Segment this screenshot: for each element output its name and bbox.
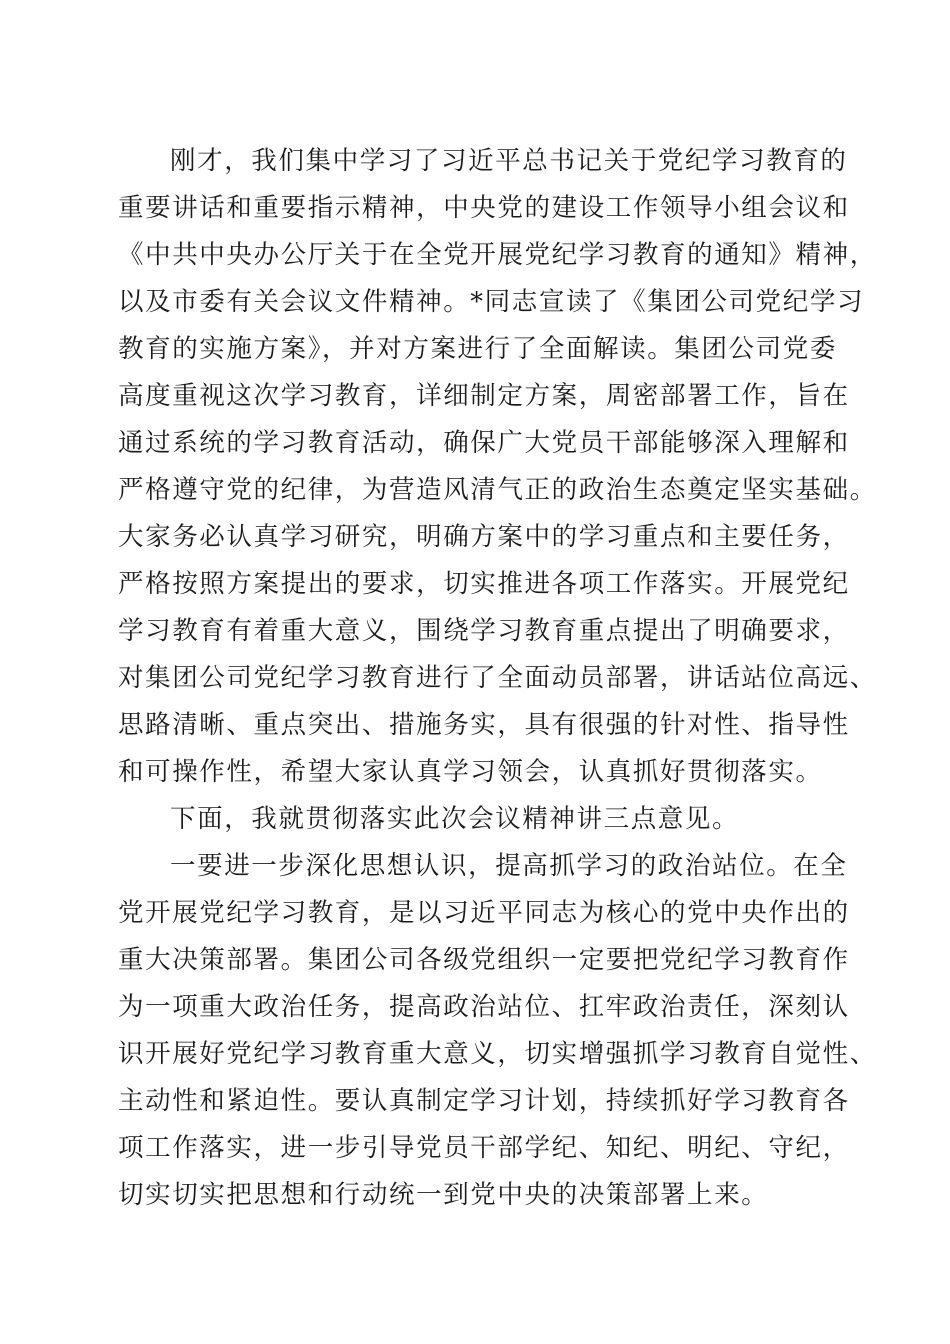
text-line: 识开展好党纪学习教育重大意义，切实增强抓学习教育自觉性、 — [118, 1039, 877, 1069]
text-line: 一要进一步深化思想认识，提高抓学习的政治站位。在全 — [170, 851, 848, 881]
text-line: 党开展党纪学习教育，是以习近平同志为核心的党中央作出的 — [118, 898, 850, 928]
text-line: 学习教育有着重大意义，围绕学习教育重点提出了明确要求， — [118, 616, 850, 646]
text-line: 思路清晰、重点突出、措施务实，具有很强的针对性、指导性 — [118, 710, 850, 740]
text-line: 重要讲话和重要指示精神，中央党的建设工作领导小组会议和 — [118, 193, 850, 223]
text-line: 教育的实施方案》，并对方案进行了全面解读。集团公司党委 — [118, 334, 837, 364]
text-line: 以及市委有关会议文件精神。*同志宣读了《集团公司党纪学习 — [118, 287, 865, 317]
text-line: 重大决策部署。集团公司各级党组织一定要把党纪学习教育作 — [118, 945, 850, 975]
text-line: 下面，我就贯彻落实此次会议精神讲三点意见。 — [170, 804, 740, 834]
text-line: 严格遵守党的纪律，为营造风清气正的政治生态奠定坚实基础。 — [118, 475, 877, 505]
text-line: 大家务必认真学习研究，明确方案中的学习重点和主要任务， — [118, 522, 850, 552]
text-line: 《中共中央办公厅关于在全党开展党纪学习教育的通知》精神， — [118, 240, 877, 270]
text-line: 刚才，我们集中学习了习近平总书记关于党纪学习教育的 — [170, 146, 848, 176]
text-line: 对集团公司党纪学习教育进行了全面动员部署，讲话站位高远、 — [118, 663, 877, 693]
text-line: 为一项重大政治任务，提高政治站位、扛牢政治责任，深刻认 — [118, 992, 850, 1022]
text-line: 和可操作性，希望大家认真学习领会，认真抓好贯彻落实。 — [118, 757, 823, 787]
text-line: 项工作落实，进一步引导党员干部学纪、知纪、明纪、守纪， — [118, 1133, 850, 1163]
text-line: 通过系统的学习教育活动，确保广大党员干部能够深入理解和 — [118, 428, 850, 458]
text-line: 切实切实把思想和行动统一到党中央的决策部署上来。 — [118, 1180, 769, 1210]
text-line: 主动性和紧迫性。要认真制定学习计划，持续抓好学习教育各 — [118, 1086, 850, 1116]
text-line: 严格按照方案提出的要求，切实推进各项工作落实。开展党纪 — [118, 569, 850, 599]
text-line: 高度重视这次学习教育，详细制定方案，周密部署工作，旨在 — [118, 381, 850, 411]
